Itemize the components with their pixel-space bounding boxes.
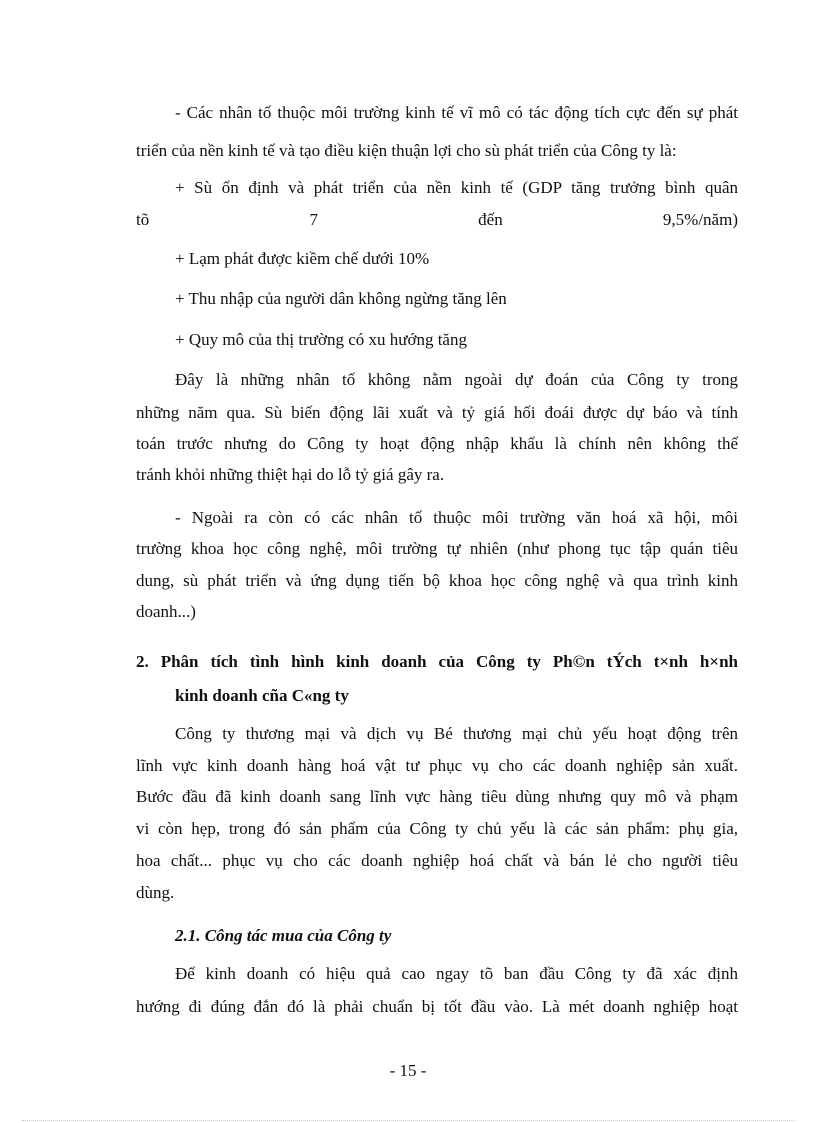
text-line: tõ 7 đến 9,5%/năm) — [136, 210, 738, 229]
text-line: tránh khỏi những thiệt hại do lỗ tỷ giá gây ra. — [136, 465, 445, 484]
text-line: toán trước nhưng do Công ty hoạt động nhập khẩu là chính nên không thể — [136, 434, 738, 453]
list-item: + Thu nhập của người dân không ngừng tăng lên — [175, 289, 507, 308]
text-line: doanh...) — [136, 602, 196, 621]
page-number: - 15 - — [389, 1061, 427, 1080]
text-line: - Các nhân tố thuộc môi trường kinh tế vĩ mô có tác động tích cực đến sự phát — [175, 103, 738, 122]
text-line: dung, sù phát triển và ứng dụng tiến bộ khoa học công nghệ và qua trình kinh — [136, 571, 738, 590]
text-line: lĩnh vực kinh doanh hàng hoá vật tư phục vụ cho các doanh nghiệp sản xuất. — [136, 756, 738, 775]
text-line: - Ngoài ra còn có các nhân tố thuộc môi trường văn hoá xã hội, môi — [175, 508, 738, 527]
subsection-heading: 2.1. Công tác mua của Công ty — [175, 926, 392, 945]
text-line: dùng. — [136, 883, 175, 902]
text-line: Để kinh doanh có hiệu quả cao ngay tõ ban đầu Công ty đã xác định — [175, 964, 738, 983]
text-line: triển của nền kinh tế và tạo điều kiện thuận lợi cho sù phát triển của Công ty là: — [136, 141, 677, 160]
text-line: hướng đi đúng đắn đó là phải chuẩn bị tốt đầu vào. Là mét doanh nghiệp hoạt — [136, 997, 738, 1016]
section-heading: 2. Phân tích tình hình kinh doanh của Công ty Ph©n tÝch t×nh h×nh — [136, 652, 738, 671]
text-line: Bước đầu đã kinh doanh sang lĩnh vực hàng tiêu dùng nhưng quy mô và phạm — [136, 787, 738, 806]
text-line: Công ty thương mại và dịch vụ Bé thương mại chủ yếu hoạt động trên — [175, 724, 738, 743]
list-item: + Quy mô của thị trường có xu hướng tăng — [175, 330, 467, 349]
text-line: Đây là những nhân tố không nằm ngoài dự đoán của Công ty trong — [175, 370, 738, 389]
text-line: hoa chất... phục vụ cho các doanh nghiệp hoá chất và bán lẻ cho người tiêu — [136, 851, 738, 870]
text-line: những năm qua. Sù biến động lãi xuất và tỷ giá hối đoái được dự báo và tính — [136, 403, 738, 422]
text-line: + Sù ổn định và phát triển của nền kinh tế (GDP tăng trưởng bình quân — [175, 178, 738, 197]
section-heading-continuation: kinh doanh cña C«ng ty — [175, 686, 349, 705]
text-line: vi còn hẹp, trong đó sản phẩm của Công ty chủ yếu là các sản phẩm: phụ gia, — [136, 819, 738, 838]
list-item: + Lạm phát được kiềm chế dưới 10% — [175, 249, 430, 268]
page-bottom-rule — [22, 1120, 794, 1121]
text-line: trường khoa học công nghệ, môi trường tự nhiên (như phong tục tập quán tiêu — [136, 539, 738, 558]
